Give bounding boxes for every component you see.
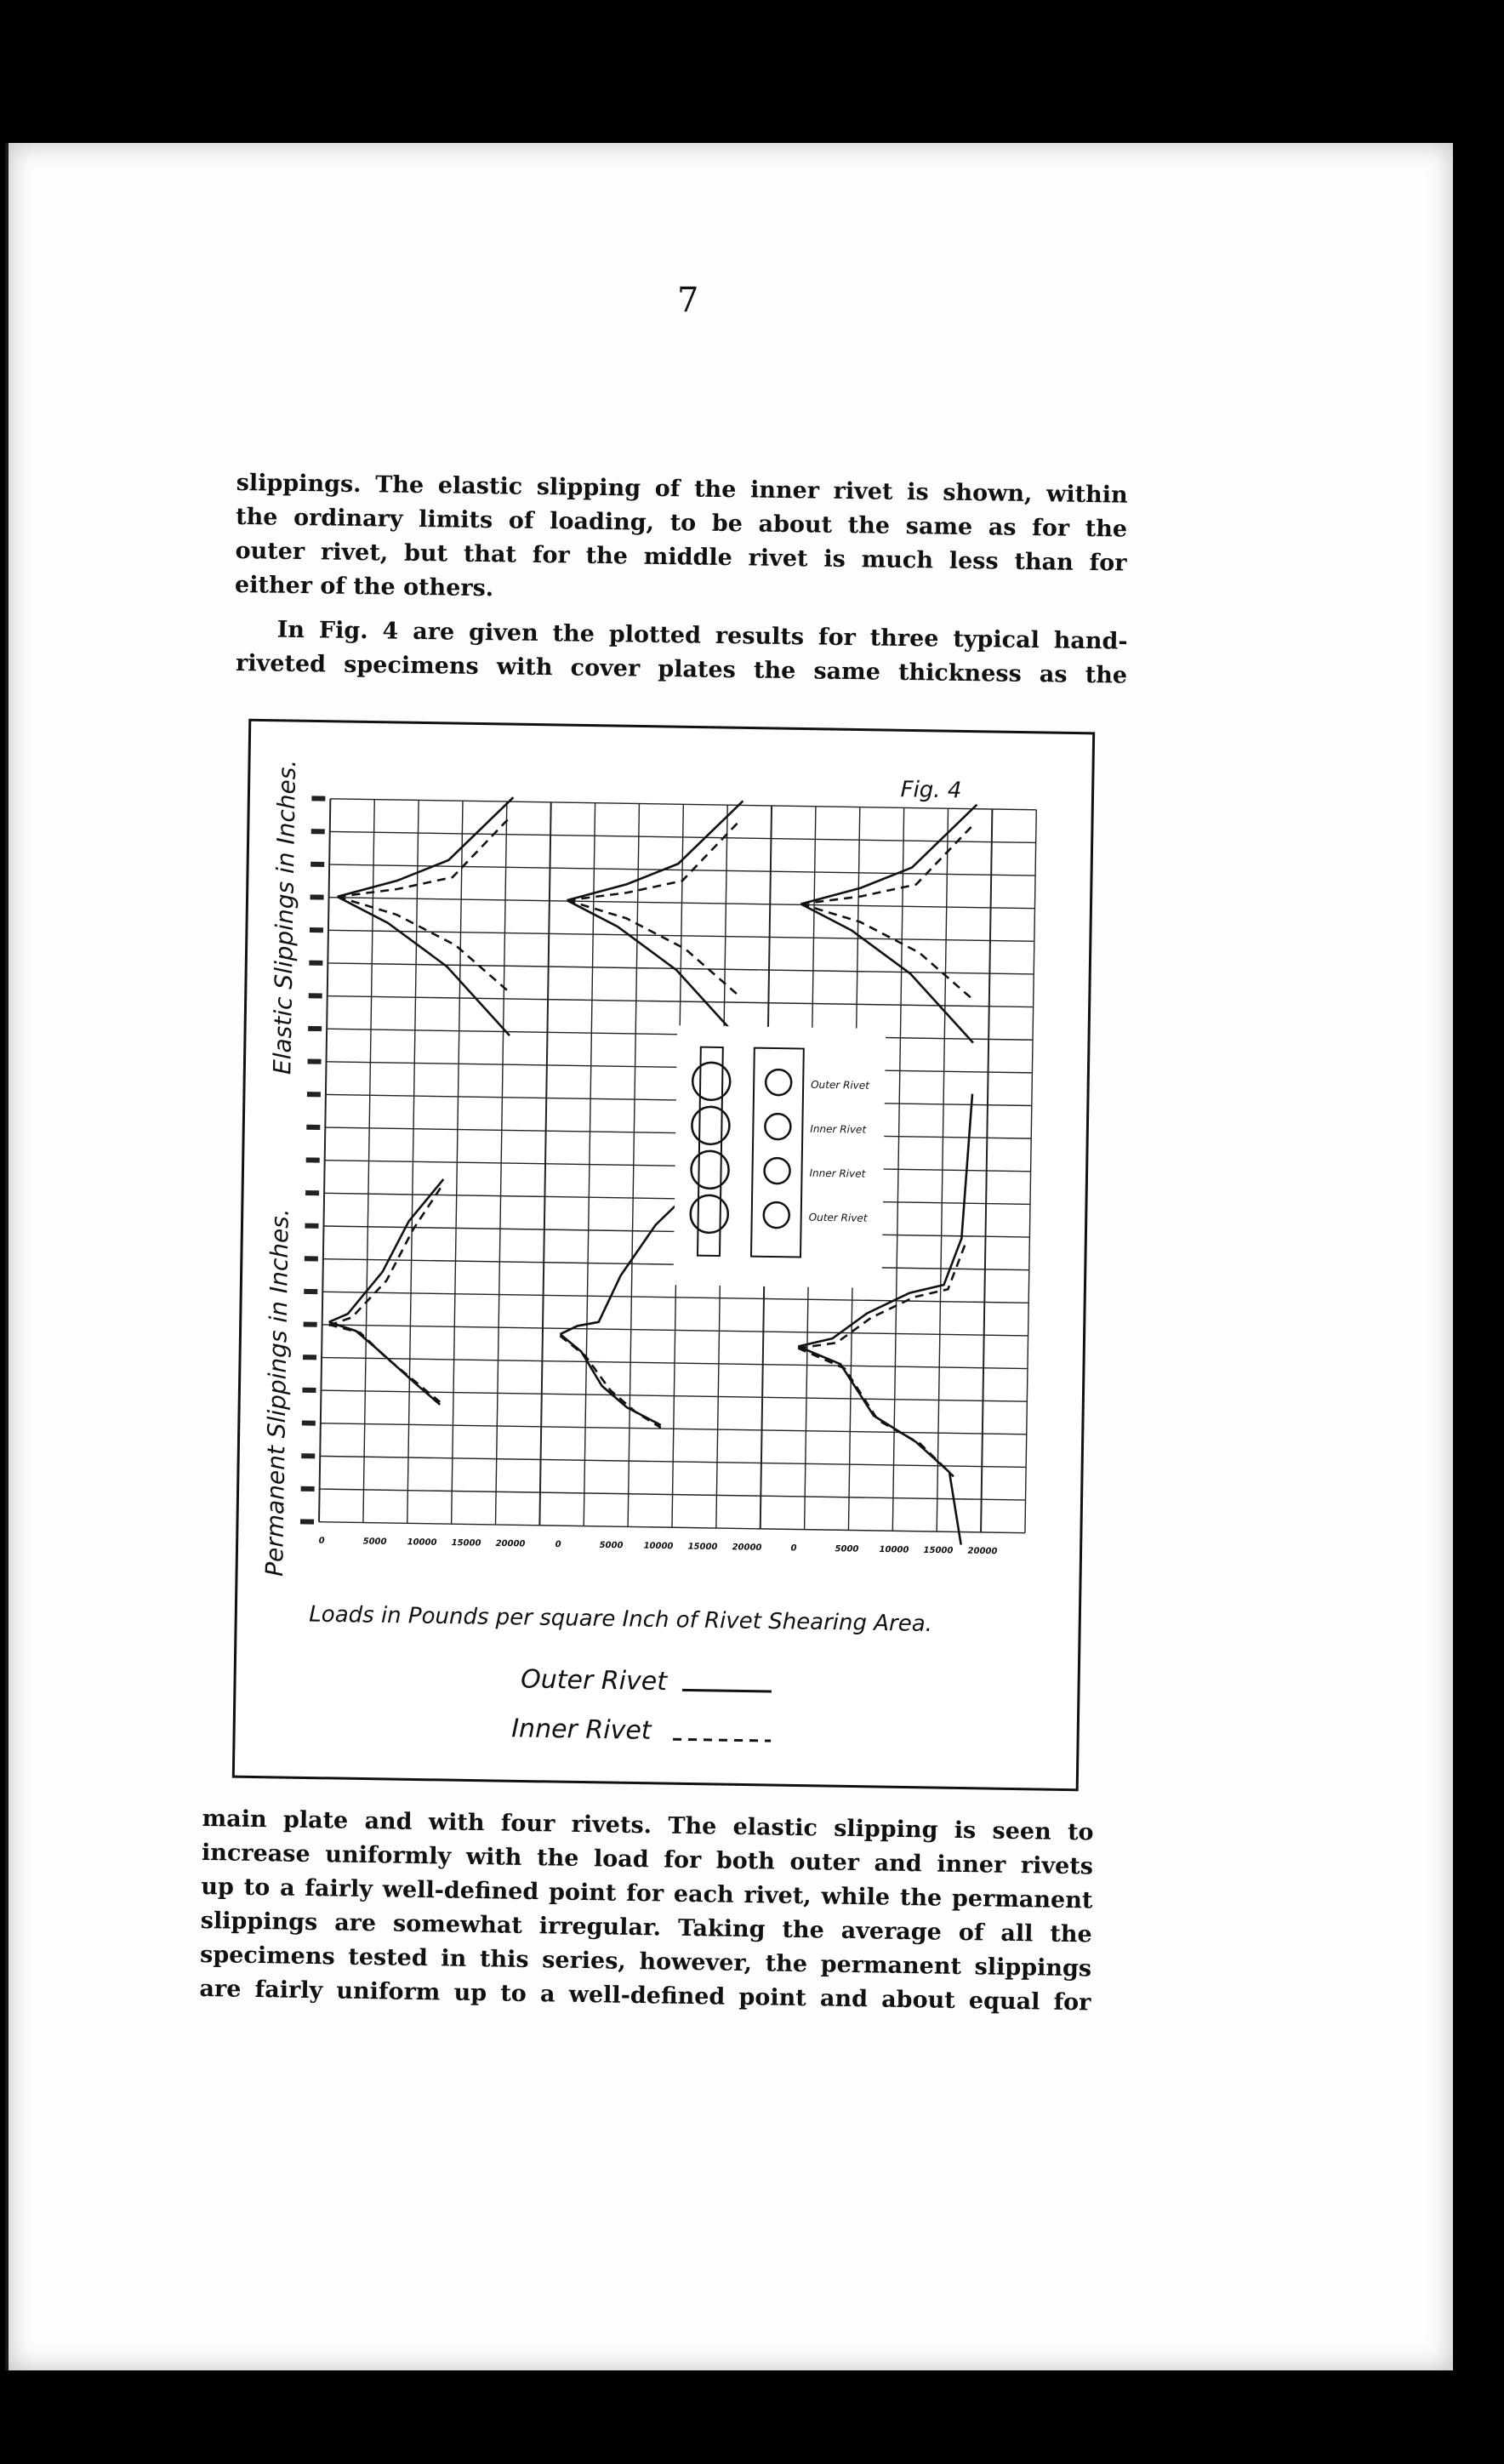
- y-tick-label: [302, 1420, 316, 1425]
- y-tick-label: [309, 961, 322, 966]
- x-tick-label: 20000: [495, 1538, 526, 1549]
- x-tick-label: 0: [555, 1540, 561, 1550]
- y-tick-label: [304, 1289, 317, 1294]
- rivet-diagram: [673, 1025, 886, 1288]
- paragraph-1-line: slippings. The elastic slipping of the inner rivet is shown, within: [236, 469, 1128, 509]
- paragraph-3-line: are fairly uniform up to a well-defined point and about equal for: [199, 1975, 1091, 2016]
- x-tick-label: 5000: [835, 1544, 859, 1554]
- y-tick-label: [311, 829, 325, 834]
- x-tick-label: 10000: [407, 1537, 437, 1548]
- x-tick-label: 10000: [879, 1545, 909, 1555]
- page-number: 7: [677, 281, 699, 320]
- x-tick-label: 10000: [643, 1541, 674, 1552]
- y-tick-label: [306, 1157, 320, 1162]
- paragraph-3-line: main plate and with four rivets. The elastic slipping is seen to: [202, 1805, 1094, 1846]
- y-axis-label-permanent: Permanent Slippings in Inches.: [260, 1208, 294, 1577]
- y-tick-label: [310, 862, 324, 867]
- y-tick-label: [310, 927, 323, 933]
- y-tick-label: [307, 1092, 321, 1097]
- legend-outer-label: Outer Rivet: [520, 1664, 668, 1697]
- paragraph-3-line: slippings are somewhat irregular. Taking the average of all the: [200, 1907, 1092, 1948]
- x-tick-label: 5000: [362, 1537, 387, 1547]
- x-tick-label: 20000: [732, 1543, 762, 1553]
- y-tick-label: [303, 1355, 316, 1360]
- y-axis-label-elastic: Elastic Slippings in Inches.: [268, 759, 302, 1075]
- y-tick-label: [307, 1058, 321, 1064]
- y-tick-label: [309, 993, 322, 998]
- x-tick-label: 5000: [599, 1540, 624, 1551]
- figure-4-plot: [230, 716, 1097, 1794]
- paragraph-3-line: specimens tested in this series, however, the permanent slippings: [199, 1941, 1092, 1982]
- x-tick-label: 20000: [967, 1546, 998, 1557]
- paragraph-1-line: the ordinary limits of loading, to be about the same as for the: [235, 503, 1128, 543]
- y-tick-label: [304, 1322, 317, 1327]
- rivet-label: Outer Rivet: [811, 1078, 870, 1092]
- paragraph-3-line: up to a fairly well-defined point for each rivet, while the permanent: [201, 1873, 1093, 1914]
- paragraph-3-line: increase uniformly with the load for both outer and inner rivets: [201, 1839, 1094, 1880]
- y-tick-label: [310, 894, 324, 899]
- rivet-label: Outer Rivet: [808, 1211, 868, 1224]
- paragraph-2: [236, 613, 1128, 693]
- figure-label: Fig. 4: [900, 777, 962, 804]
- paragraph-2-line: riveted specimens with cover plates the same thickness as the: [235, 649, 1128, 689]
- x-axis-label: Loads in Pounds per square Inch of Rivet Shearing Area.: [309, 1601, 933, 1638]
- paragraph-3: [199, 1802, 1094, 2020]
- paragraph-2-line: In Fig. 4 are given the plotted results for three typical hand-: [276, 616, 1128, 655]
- figure-4: [230, 716, 1097, 1794]
- y-tick-label: [311, 796, 325, 801]
- rivet-label: Inner Rivet: [809, 1166, 866, 1180]
- y-tick-label: [308, 1026, 322, 1031]
- y-tick-label: [305, 1256, 318, 1261]
- y-tick-label: [300, 1519, 314, 1524]
- paragraph-1-line: outer rivet, but that for the middle rivet is much less than for: [235, 537, 1127, 577]
- x-tick-label: 15000: [923, 1545, 954, 1556]
- x-tick-label: 0: [318, 1536, 325, 1546]
- y-tick-label: [306, 1125, 320, 1130]
- paragraph-1: [235, 466, 1128, 615]
- x-tick-label: 0: [790, 1543, 797, 1554]
- y-tick-label: [301, 1453, 315, 1458]
- legend-outer-line: [682, 1690, 772, 1691]
- paragraph-1-line: either of the others.: [234, 571, 494, 602]
- x-tick-label: 15000: [687, 1542, 718, 1553]
- y-tick-label: [301, 1486, 315, 1492]
- legend-inner-label: Inner Rivet: [510, 1714, 652, 1746]
- x-tick-label: 15000: [451, 1538, 481, 1549]
- y-tick-label: [305, 1190, 319, 1195]
- y-tick-label: [305, 1223, 318, 1229]
- y-tick-label: [302, 1388, 316, 1393]
- rivet-label: Inner Rivet: [810, 1122, 867, 1136]
